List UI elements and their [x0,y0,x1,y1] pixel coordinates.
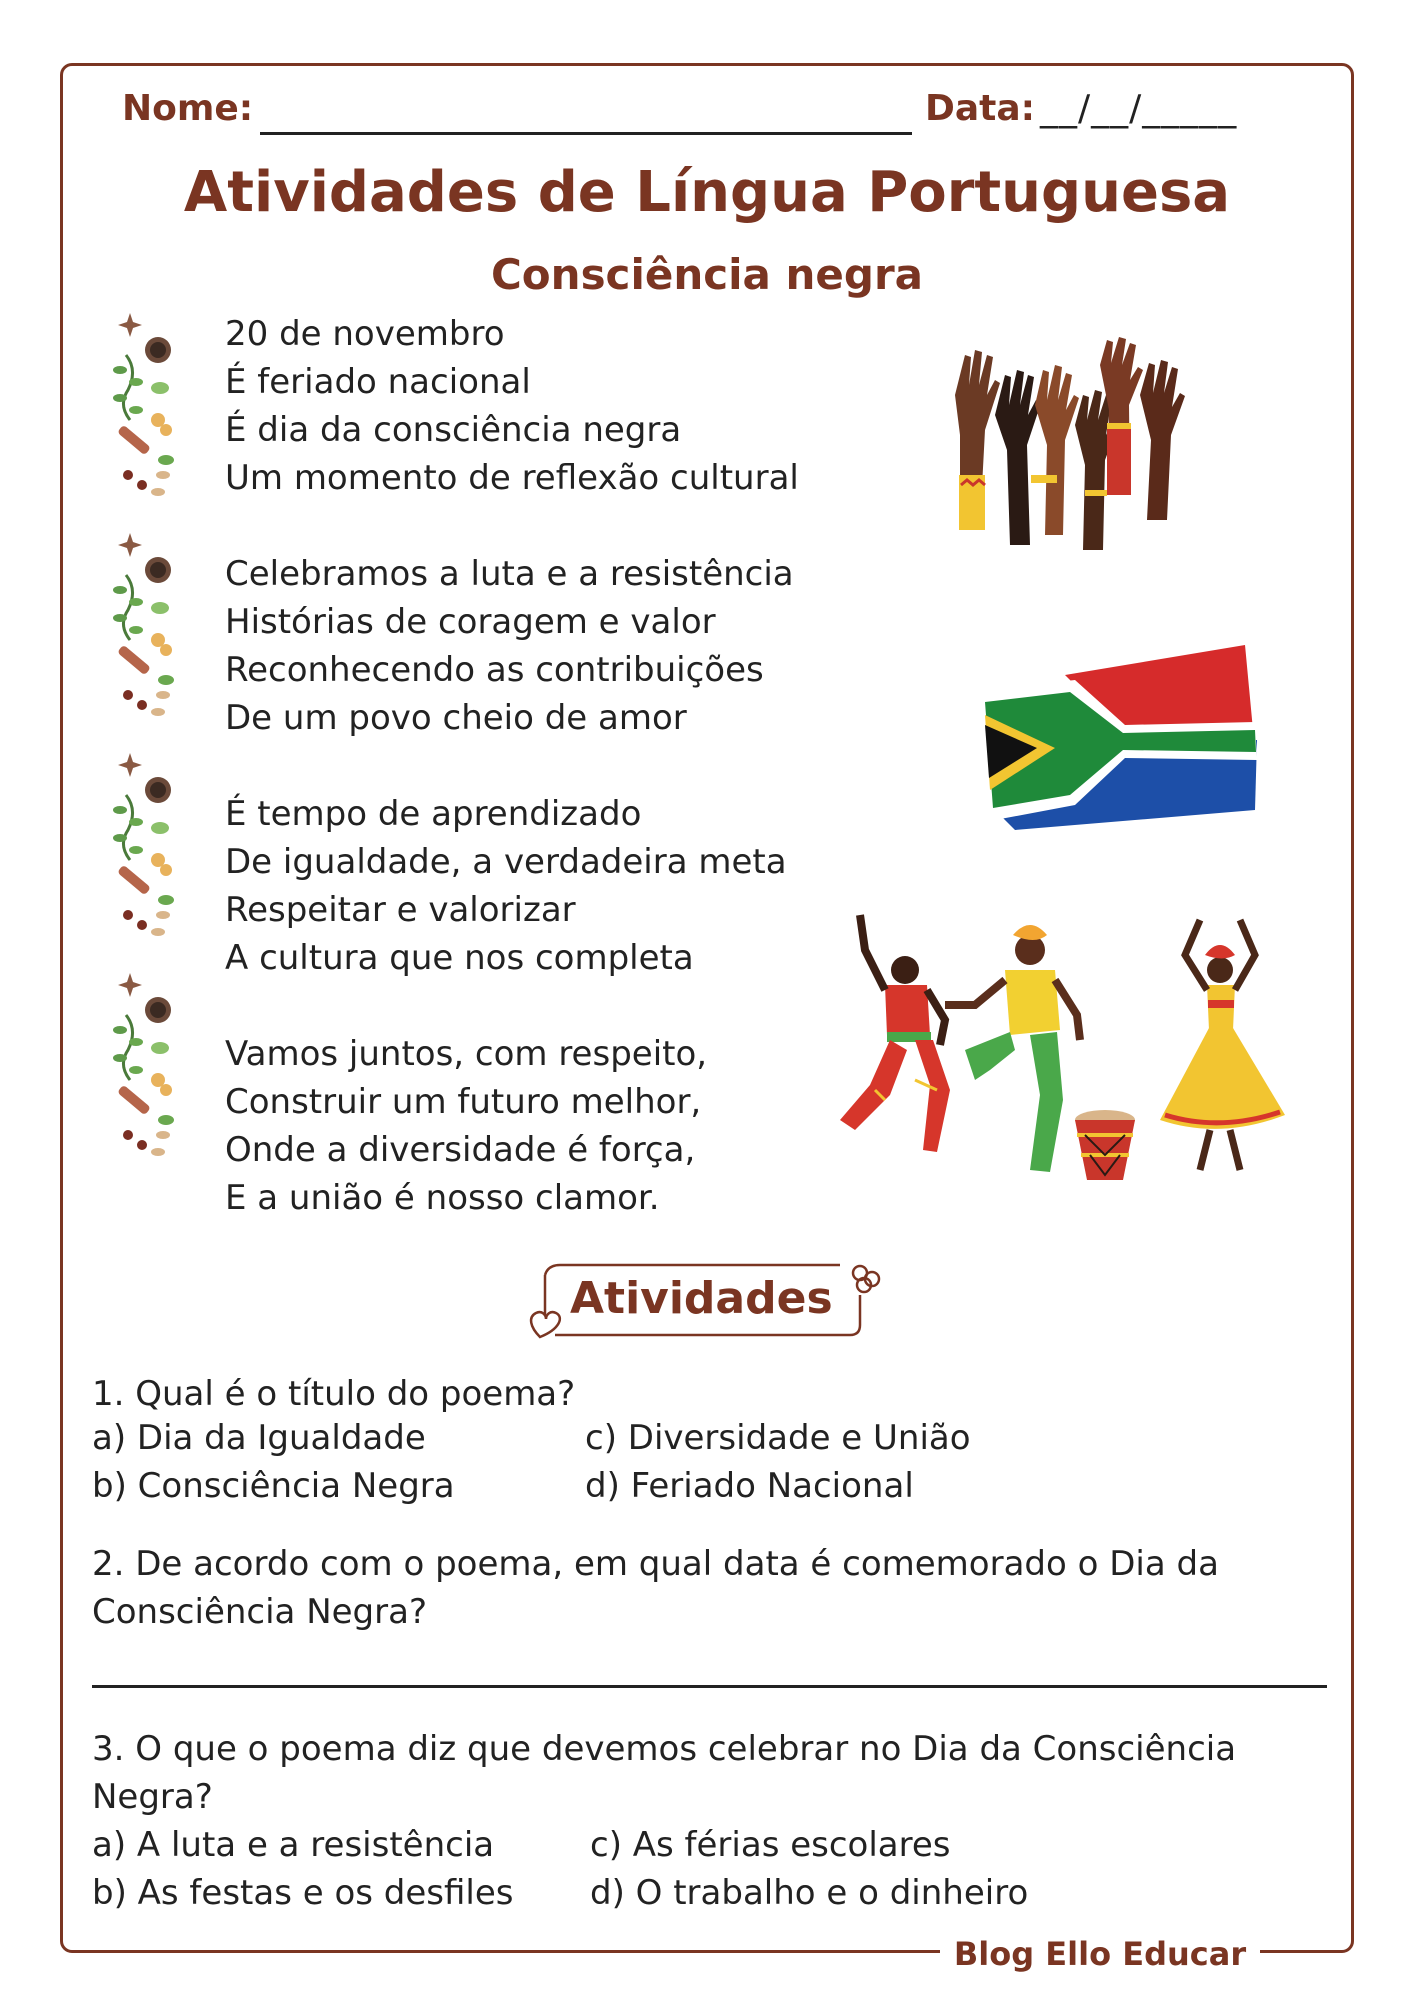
poem-line: Respeitar e valorizar [225,890,576,930]
poem-line: E a união é nosso clamor. [225,1178,660,1218]
poem-line: Um momento de reflexão cultural [225,458,799,498]
q3-option-d[interactable]: d) O trabalho e o dinheiro [590,1873,1029,1913]
poem-stanza [225,790,845,982]
activities-label: Atividades [570,1273,833,1324]
poem [225,310,845,1270]
question-3: 3. O que o poema diz que devemos celebrar no Dia da Consciência Negra? [92,1729,1237,1817]
spice-border-illustration [108,310,178,1190]
poem-line: É dia da consciência negra [225,410,682,450]
q3-option-a[interactable]: a) A luta e a resistência [92,1825,495,1865]
poem-line: Onde a diversidade é força, [225,1130,696,1170]
poem-line: Reconhecendo as contribuições [225,650,764,690]
poem-line: É tempo de aprendizado [225,794,642,834]
poem-line: Celebramos a luta e a resistência [225,554,794,594]
q2-answer-line[interactable] [92,1685,1327,1688]
q3-option-c[interactable]: c) As férias escolares [590,1825,951,1865]
date-blank[interactable]: __/__/_____ [1040,88,1238,129]
blog-brand: Blog Ello Educar [953,1935,1247,1973]
q1-option-d[interactable]: d) Feriado Nacional [585,1466,914,1506]
date-label: Data: [925,88,1036,129]
poem-stanza [225,550,845,742]
poem-line: 20 de novembro [225,314,505,354]
name-blank-line[interactable] [260,132,912,135]
poem-stanza [225,1030,845,1222]
poem-line: De um povo cheio de amor [225,698,687,738]
poem-line: Histórias de coragem e valor [225,602,716,642]
page-title: Atividades de Língua Portuguesa [183,160,1231,225]
q1-option-b[interactable]: b) Consciência Negra [92,1466,455,1506]
question-2: 2. De acordo com o poema, em qual data é comemorado o Dia da Consciência Negra? [92,1544,1219,1632]
q3-option-b[interactable]: b) As festas e os desfiles [92,1873,514,1913]
dancers-and-drum-illustration [815,910,1295,1210]
q1-option-c[interactable]: c) Diversidade e União [585,1418,971,1458]
poem-line: É feriado nacional [225,362,531,402]
name-label: Nome: [122,88,254,129]
poem-line: Vamos juntos, com respeito, [225,1034,708,1074]
poem-line: Construir um futuro melhor, [225,1082,702,1122]
south-africa-flag-illustration [975,630,1260,850]
q1-option-a[interactable]: a) Dia da Igualdade [92,1418,426,1458]
question-1: 1. Qual é o título do poema? [92,1374,576,1414]
poem-title: Consciência negra [490,250,924,299]
raised-hands-illustration [935,335,1195,565]
poem-line: A cultura que nos completa [225,938,694,978]
activities-heading [520,1255,890,1345]
poem-line: De igualdade, a verdadeira meta [225,842,787,882]
poem-stanza [225,310,845,502]
